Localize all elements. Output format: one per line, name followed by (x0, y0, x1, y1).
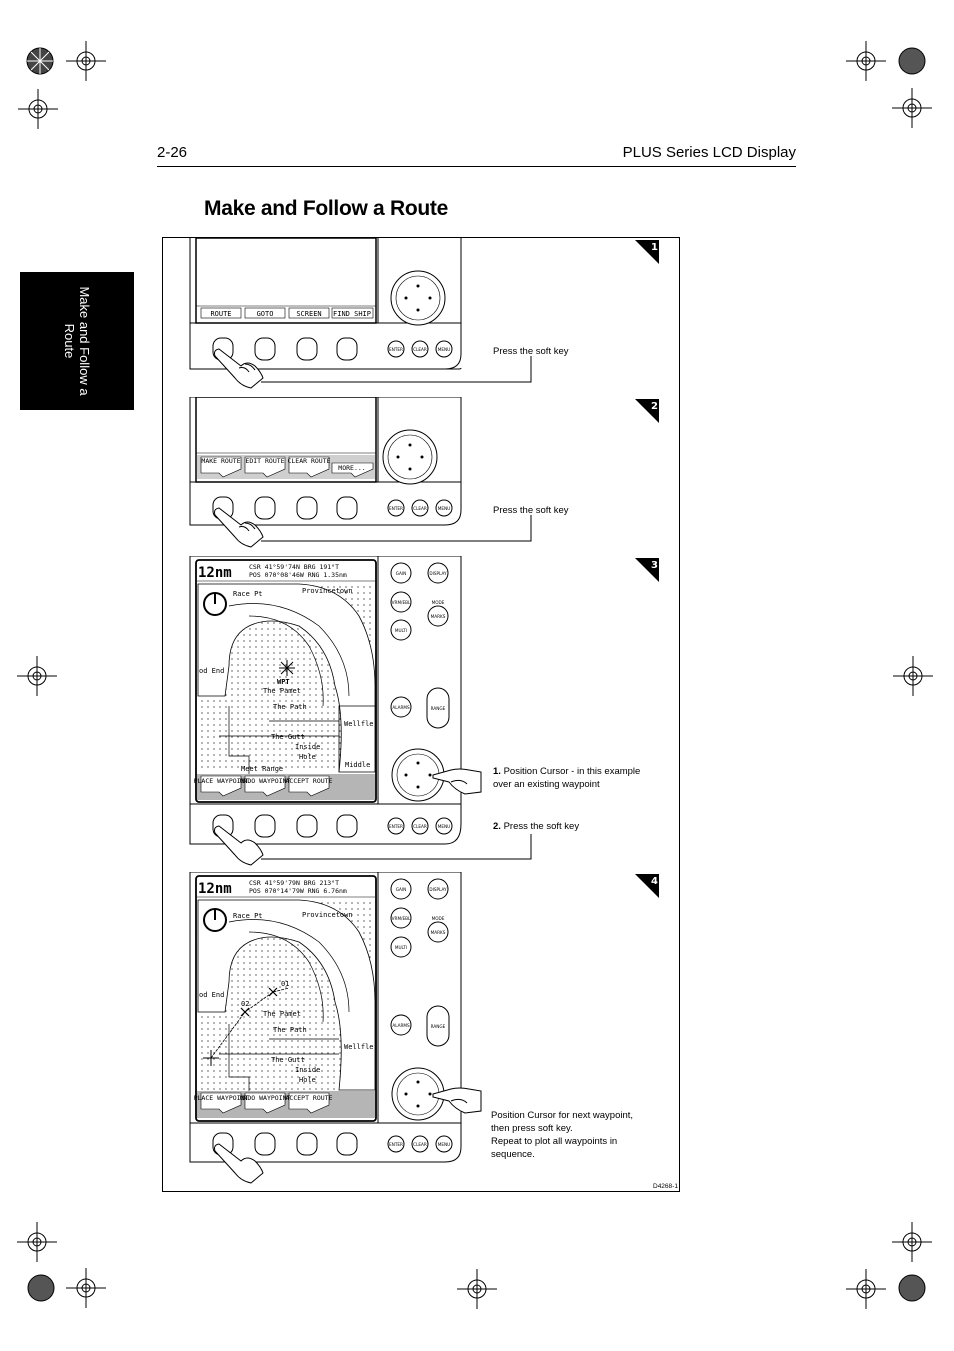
crosshair-target-icon (18, 89, 58, 129)
soft-key-3-button[interactable] (297, 815, 317, 837)
range-readout: 12nm (198, 565, 232, 581)
cursor-readout-line-1: CSR 41°59'74N BRG 191°T (249, 563, 340, 571)
caption-text: Position Cursor - in this example over an existing waypoint (493, 766, 641, 790)
step-3-caption-a (493, 765, 658, 791)
starburst-target-icon (899, 48, 925, 74)
enter-label: ENTER (389, 506, 403, 511)
mode-label: MODE (431, 916, 445, 921)
softkey-label: ROUTE (210, 310, 232, 318)
chart-label: Middle (345, 761, 371, 769)
soft-key-2-button[interactable] (255, 815, 275, 837)
trackpad[interactable] (383, 430, 437, 484)
crosshair-target-icon (17, 1222, 57, 1262)
step-1-caption: Press the soft key (493, 346, 569, 357)
softkey-label: FIND SHIP (333, 310, 371, 318)
starburst-target-icon (27, 48, 53, 74)
chart-label: WPT (277, 678, 290, 686)
chart-label: Wellfle (344, 720, 374, 728)
softkey-label: EDIT ROUTE (245, 457, 285, 465)
crosshair-target-icon (457, 1269, 497, 1309)
menu-label: MENU (437, 1142, 451, 1147)
softkey-label: ACCEPT ROUTE (285, 1094, 333, 1102)
gain-label: GAIN (395, 887, 407, 892)
chart-label: 02 (241, 1000, 250, 1008)
softkey-label: UNDO WAYPOINT (239, 777, 291, 785)
chart-label: Hole (299, 1076, 316, 1084)
caption-number: 1. (493, 766, 501, 777)
starburst-target-icon (28, 1275, 54, 1301)
softkey-label: CLEAR ROUTE (287, 457, 331, 465)
page-title: Make and Follow a Route (204, 197, 448, 220)
softkey-label: MAKE ROUTE (201, 457, 241, 465)
soft-key-4-button[interactable] (337, 497, 357, 519)
side-tab-label: Make and Follow a Route (62, 286, 92, 396)
softkey-label: PLACE WAYPOINT (193, 1094, 249, 1102)
softkey-label: PLACE WAYPOINT (193, 777, 249, 785)
step-1-panel (189, 238, 661, 390)
step-2-caption: Press the soft key (493, 505, 569, 516)
chart-label: The Pamet (263, 687, 301, 695)
mode-label: MODE (431, 600, 445, 605)
display-label: DISPLAY (429, 887, 447, 892)
soft-key-4-button[interactable] (337, 1133, 357, 1155)
chart-label: Inside (295, 1066, 321, 1074)
clear-label: CLEAR (413, 824, 427, 829)
crosshair-target-icon (846, 41, 886, 81)
range-label: RANGE (430, 1024, 446, 1029)
softkey-label: ACCEPT ROUTE (285, 777, 333, 785)
crosshair-target-icon (66, 1268, 106, 1308)
soft-key-4-button[interactable] (337, 338, 357, 360)
vrm-ebl-label: VRM/EBL (391, 600, 411, 605)
crosshair-target-icon (893, 656, 933, 696)
clear-label: CLEAR (413, 347, 427, 352)
step-number: 3 (651, 560, 658, 571)
crosshair-target-icon (17, 656, 57, 696)
chart-label: od End (199, 667, 225, 675)
chart-label: The Pamet (263, 1010, 301, 1018)
menu-label: MENU (437, 347, 451, 352)
enter-label: ENTER (389, 824, 403, 829)
chart-label: Meet Range (241, 765, 284, 773)
step-3-panel (189, 556, 661, 868)
waypoint-marker-icon (279, 660, 295, 676)
alarms-label: ALARMS (392, 1023, 410, 1028)
crosshair-target-icon (892, 88, 932, 128)
clear-label: CLEAR (413, 506, 427, 511)
softkey-label: SCREEN (296, 310, 322, 318)
soft-key-3-button[interactable] (297, 1133, 317, 1155)
multi-label: MULTI (394, 628, 408, 633)
softkey-label: UNDO WAYPOINT (239, 1094, 291, 1102)
menu-label: MENU (437, 824, 451, 829)
step-2-panel (189, 397, 661, 549)
figure-id: D4268-1 (653, 1183, 678, 1190)
vrm-ebl-label: VRM/EBL (391, 916, 411, 921)
soft-key-2-button[interactable] (255, 338, 275, 360)
crosshair-target-icon (66, 41, 106, 81)
clear-label: CLEAR (413, 1142, 427, 1147)
chart-label: 01 (281, 980, 290, 988)
caption-line: Position Cursor for next waypoint, (491, 1110, 634, 1121)
crosshair-target-icon (846, 1269, 886, 1309)
range-label: RANGE (430, 706, 446, 711)
range-readout: 12nm (198, 881, 232, 897)
alarms-label: ALARMS (392, 705, 410, 710)
page-number: 2-26 (157, 144, 188, 161)
chart-label: The Gutt (271, 1056, 305, 1064)
cursor-readout-line-1: CSR 41°59'79N BRG 213°T (249, 879, 340, 887)
starburst-target-icon (899, 1275, 925, 1301)
display-label: DISPLAY (429, 571, 447, 576)
chart-label: The Gutt (271, 733, 305, 741)
step-4-caption (491, 1109, 661, 1161)
enter-label: ENTER (389, 347, 403, 352)
soft-key-4-button[interactable] (337, 815, 357, 837)
step-number: 4 (651, 876, 658, 887)
softkey-label: GOTO (256, 310, 274, 318)
chart-label: Race Pt (233, 912, 263, 920)
marks-label: MARKS (430, 614, 446, 619)
menu-label: MENU (437, 506, 451, 511)
enter-label: ENTER (389, 1142, 403, 1147)
softkey-label: MORE... (338, 464, 366, 472)
trackpad[interactable] (391, 271, 445, 325)
step-number: 2 (651, 401, 658, 412)
soft-key-2-button[interactable] (255, 497, 275, 519)
soft-key-3-button[interactable] (297, 497, 317, 519)
chart-label: Inside (295, 743, 321, 751)
crosshair-target-icon (892, 1222, 932, 1262)
step-number: 1 (651, 242, 658, 253)
chart-label: od End (199, 991, 225, 999)
caption-line: sequence. (491, 1149, 535, 1160)
multi-label: MULTI (394, 945, 408, 950)
chart-label: The Path (273, 703, 307, 711)
caption-line: then press soft key. (491, 1123, 573, 1134)
step-3-caption-b (493, 820, 579, 833)
soft-key-3-button[interactable] (297, 338, 317, 360)
caption-text: Press the soft key (503, 821, 580, 832)
caption-line: Repeat to plot all waypoints in (491, 1136, 618, 1147)
chart-label: Hole (299, 753, 316, 761)
cursor-readout-line-2: POS 070°08'46W RNG 1.35nm (249, 571, 347, 579)
chart-label: Provincetown (302, 911, 353, 919)
soft-key-2-button[interactable] (255, 1133, 275, 1155)
cursor-readout-line-2: POS 070°14'79W RNG 6.76nm (249, 887, 347, 895)
chart-label: Provincetown (302, 587, 353, 595)
caption-number: 2. (493, 821, 501, 832)
gain-label: GAIN (395, 571, 407, 576)
chart-label: The Path (273, 1026, 307, 1034)
marks-label: MARKS (430, 930, 446, 935)
chart-label: Race Pt (233, 590, 263, 598)
manual-title: PLUS Series LCD Display (622, 144, 796, 161)
chart-label: Wellfle (344, 1043, 374, 1051)
